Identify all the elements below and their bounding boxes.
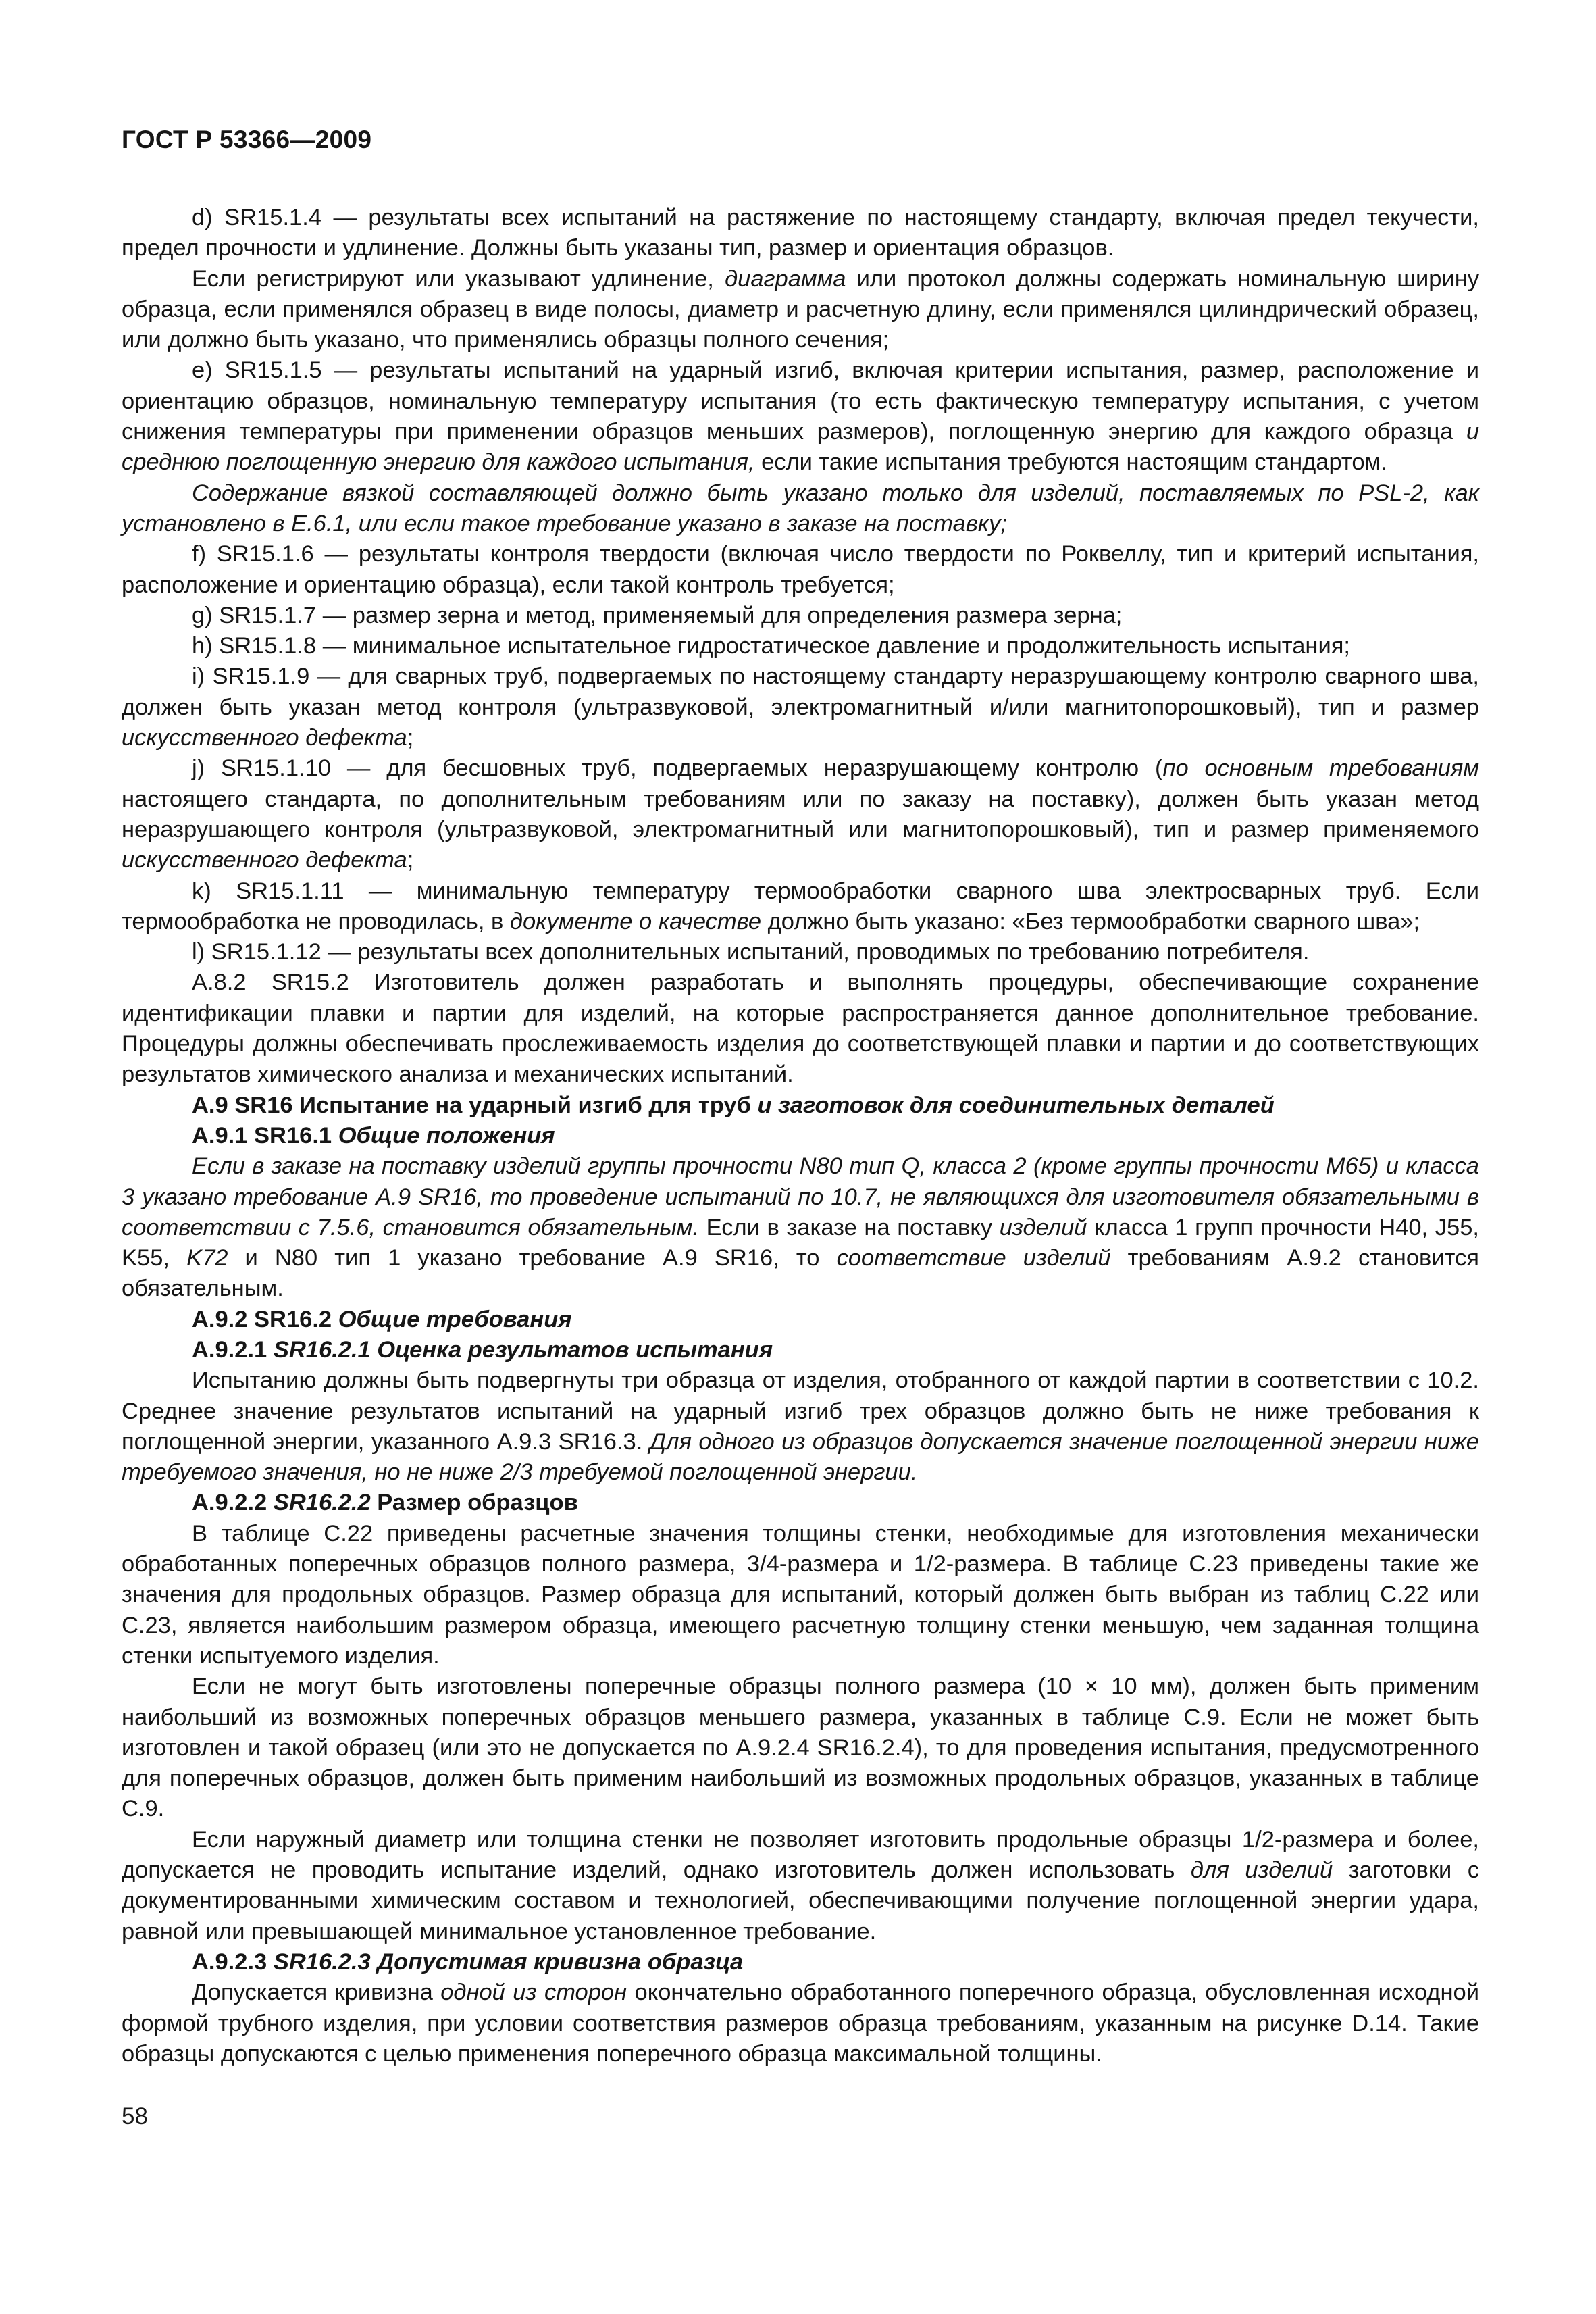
document-body	[122, 203, 1479, 2069]
paragraph-a82: А.8.2 SR15.2 Изготовитель должен разработать и выполнять процедуры, обеспечивающие сохранение идентификации плавки и партии для изделий, на которые распространяется данное дополнительное требование. Процедуры должны обеспечивать прослеживаемость изделия до соответствующей плавки и партии и до соответствующих результатов химического анализа и механических испытаний.	[122, 970, 1479, 1088]
heading-a922: А.9.2.2 SR16.2.2 Размер образцов	[192, 1490, 578, 1516]
heading-a9: А.9 SR16 Испытание на ударный изгиб для труб и заготовок для соединительных деталей	[192, 1092, 1275, 1118]
paragraph-curvature: Допускается кривизна одной из сторон окончательно обработанного поперечного образца, обусловленная исходной формой трубного изделия, при условии соответствия размеров образца требованиям, указанным на рисунке D.14. Такие образцы допускаются с целью применения поперечного образца максимальной толщины.	[122, 1980, 1480, 2067]
paragraph-d: d) SR15.1.4 — результаты всех испытаний на растяжение по настоящему стандарту, включая предел текучести, предел прочности и удлинение. Должны быть указаны тип, размер и ориентация образцов.	[122, 205, 1479, 261]
paragraph-table-c22: В таблице С.22 приведены расчетные значения толщины стенки, необходимые для изготовления механически обработанных поперечных образцов полного размера, 3/4-размера и 1/2-размера. В таблице С.23 приведены такие же значения для продольных образцов. Размер образца для испытаний, который должен быть выбран из таблиц С.22 или С.23, является наибольшим размером образца, имеющего расчетную толщину стенки меньшую, чем заданная толщина стенки испытуемого изделия.	[122, 1520, 1479, 1669]
paragraph-h: h) SR15.1.8 — минимальное испытательное гидростатическое давление и продолжительность испытания;	[192, 633, 1350, 659]
heading-a921: А.9.2.1 SR16.2.1 Оценка результатов испытания	[192, 1336, 773, 1363]
paragraph-a921: Испытанию должны быть подвергнуты три образца от изделия, отобранного от каждой партии в соответствии с 10.2. Среднее значение результатов испытаний на ударный изгиб трех образцов должно быть не ниже требования к поглощенной энергии, указанного А.9.3 SR16.3. Для одного из образцов допускается значение поглощенной энергии ниже требуемого значения, но не ниже 2/3 требуемой поглощенной энергии.	[122, 1367, 1479, 1486]
paragraph-f: f) SR15.1.6 — результаты контроля твердости (включая число твердости по Роквеллу, тип и критерий испытания, расположение и ориентацию образца), если такой контроль требуется;	[122, 541, 1479, 598]
paragraph-l: l) SR15.1.12 — результаты всех дополнительных испытаний, проводимых по требованию потребителя.	[192, 939, 1310, 965]
paragraph-e: e) SR15.1.5 — результаты испытаний на ударный изгиб, включая критерии испытания, размер, расположение и ориентацию образцов, номинальную температуру испытания (то есть фактическую температуру испытания, с учетом снижения температуры при применении образцов меньших размеров), поглощенную энергию для каждого образца и среднюю поглощенную энергию для каждого испытания, если такие испытания требуются настоящим стандартом.	[122, 357, 1479, 476]
paragraph-i: i) SR15.1.9 — для сварных труб, подвергаемых по настоящему стандарту неразрушающему контролю сварного шва, должен быть указан метод контроля (ультразвуковой, электромагнитный и/или магнитопорошковый), тип и размер искусственного дефекта;	[122, 663, 1479, 751]
heading-a92: А.9.2 SR16.2 Общие требования	[192, 1306, 572, 1332]
paragraph-k: k) SR15.1.11 — минимальную температуру термообработки сварного шва электросварных труб. Если термообработка не проводилась, в документе о качестве должно быть указано: «Без термообработки сварного шва»;	[122, 878, 1479, 934]
paragraph-j: j) SR15.1.10 — для бесшовных труб, подвергаемых неразрушающему контролю (по основным требованиям настоящего стандарта, по дополнительным требованиям или по заказу на поставку), должен быть указан метод неразрушающего контроля (ультразвуковой, электромагнитный или магнитопорошковый), тип и размер применяемого искусственного дефекта;	[122, 755, 1479, 874]
paragraph-g: g) SR15.1.7 — размер зерна и метод, применяемый для определения размера зерна;	[192, 602, 1123, 628]
paragraph-a91: Если в заказе на поставку изделий группы прочности N80 тип Q, класса 2 (кроме группы прочности М65) и класса 3 указано требование А.9 SR16, то проведение испытаний по 10.7, не являющихся для изготовителя обязательными в соответствии с 7.5.6, становится обязательным. Если в заказе на поставку изделий класса 1 групп прочности Н40, J55, K55, K72 и N80 тип 1 указано требование А.9 SR16, то соответствие изделий требованиям А.9.2 становится обязательным.	[122, 1153, 1479, 1302]
paragraph-transverse: Если не могут быть изготовлены поперечные образцы полного размера (10 × 10 мм), должен быть применим наибольший из возможных поперечных образцов меньшего размера, указанных в таблице С.9. Если не может быть изготовлен и такой образец (или это не допускается по А.9.2.4 SR16.2.4), то для проведения испытания, предусмотренного для поперечных образцов, должен быть применим наибольший из возможных продольных образцов, указанных в таблице С.9.	[122, 1674, 1479, 1822]
paragraph-diameter: Если наружный диаметр или толщина стенки не позволяет изготовить продольные образцы 1/2-размера и более, допускается не проводить испытание изделий, однако изготовитель должен использовать для изделий заготовки с документированными химическим составом и технологией, обеспечивающими получение поглощенной энергии удара, равной или превышающей минимальное установленное требование.	[122, 1826, 1479, 1944]
paragraph-ductile: Содержание вязкой составляющей должно быть указано только для изделий, поставляемых по PSL-2, как установлено в Е.6.1, или если такое требование указано в заказе на поставку;	[122, 480, 1479, 536]
paragraph-elongation: Если регистрируют или указывают удлинение, диаграмма или протокол должны содержать номинальную ширину образца, если применялся образец в виде полосы, диаметр и расчетную длину, если применялся цилиндрический образец, или должно быть указано, что применялись образцы полного сечения;	[122, 266, 1480, 353]
heading-a91: А.9.1 SR16.1 Общие положения	[192, 1122, 555, 1149]
document-header: ГОСТ Р 53366—2009	[122, 126, 372, 153]
page-number: 58	[122, 2103, 148, 2130]
heading-a923: А.9.2.3 SR16.2.3 Допустимая кривизна образца	[192, 1948, 744, 1975]
